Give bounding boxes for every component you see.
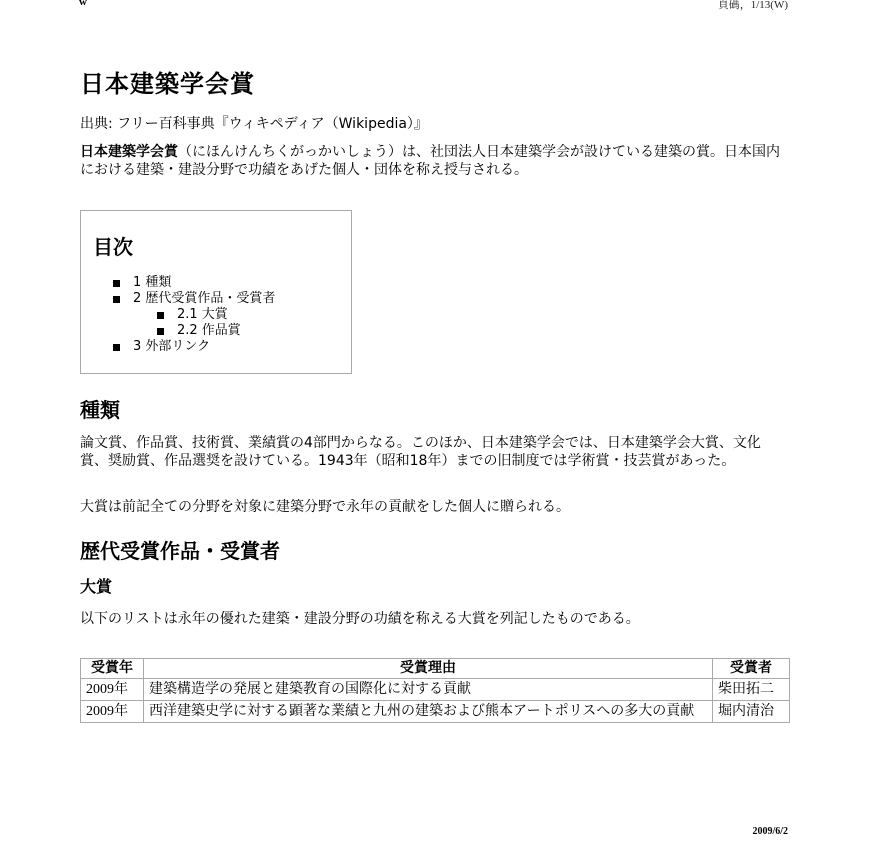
types-paragraph-2: 大賞は前記全ての分野を対象に建築分野で永年の貢献をした個人に贈られる。 (80, 499, 570, 515)
cell-reason: 西洋建築史学に対する顕著な業績と九州の建築および熊本アートポリスへの多大の貢献 (144, 701, 713, 723)
header-left: w (79, 0, 87, 8)
cell-winner[interactable]: 堀内清治 (713, 701, 790, 723)
table-row (81, 701, 790, 723)
table-header-row (81, 659, 790, 679)
cell-reason: 建築構造学の発展と建築教育の国際化に対する貢献 (144, 679, 713, 701)
cell-winner[interactable]: 柴田拓二 (713, 679, 790, 701)
section-heading-winners: 歴代受賞作品・受賞者 (80, 539, 280, 563)
cell-year: 2009年 (81, 701, 144, 723)
page-number: 頁碼，1/13(W) (717, 0, 788, 11)
grand-prize-paragraph: 以下のリストは永年の優れた建築・建設分野の功績を称える大賞を列記したものである。 (80, 611, 640, 627)
intro-paragraph (80, 143, 785, 179)
page-title: 日本建築学会賞 (80, 70, 255, 98)
header-winner: 受賞者 (713, 659, 790, 679)
toc-item-2-2[interactable]: 2.2 作品賞 (157, 323, 275, 339)
source-line: 出典: フリー百科事典『ウィキペディア（Wikipedia）』 (80, 116, 428, 132)
intro-bold: 日本建築学会賞 (80, 144, 178, 160)
toc-title: 目次 (93, 235, 133, 259)
cell-year: 2009年 (81, 679, 144, 701)
subsection-heading-grand-prize: 大賞 (80, 577, 113, 596)
table-of-contents (80, 210, 352, 374)
toc-list (113, 275, 275, 355)
toc-item-3[interactable]: 3 外部リンク (113, 339, 275, 355)
header-reason: 受賞理由 (144, 659, 713, 679)
types-paragraph-1: 論文賞、作品賞、技術賞、業績賞の4部門からなる。このほか、日本建築学会では、日本建築学会大賞、文化賞、奨励賞、作品選奨を設けている。1943年（昭和18年）までの旧制度では学術賞・技芸賞があった。 (80, 435, 761, 469)
toc-item-2[interactable]: 2 歴代受賞作品・受賞者 (113, 291, 275, 307)
table-row (81, 679, 790, 701)
toc-item-2-1[interactable]: 2.1 大賞 (157, 307, 275, 323)
toc-item-1[interactable]: 1 種類 (113, 275, 275, 291)
section-heading-types: 種類 (80, 398, 120, 422)
intro-text: （にほんけんちくがっかいしょう）は、社団法人日本建築学会が設けている建築の賞。日本国内における建築・建設分野で功績をあげた個人・団体を称え授与される。 (80, 144, 780, 178)
header-year: 受賞年 (81, 659, 144, 679)
grand-prize-table (80, 658, 790, 723)
footer-date: 2009/6/2 (752, 826, 788, 837)
